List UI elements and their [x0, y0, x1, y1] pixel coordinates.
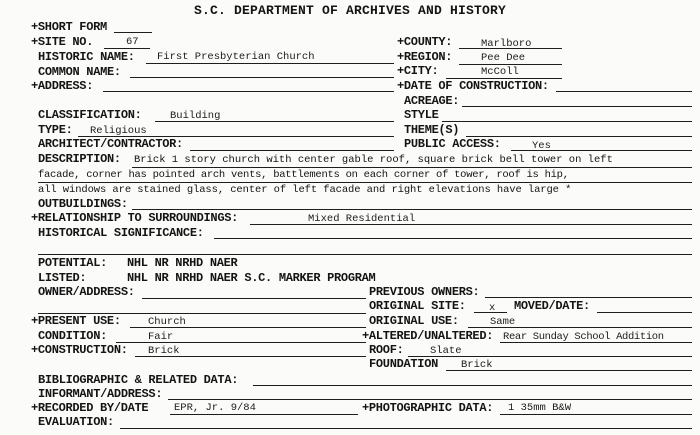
architect-line — [190, 150, 394, 151]
informant-label: INFORMANT/ADDRESS: — [38, 387, 163, 401]
region-line — [459, 64, 562, 65]
historic-name-line — [146, 63, 394, 64]
description-rule-2 — [38, 182, 692, 183]
relationship-label: +RELATIONSHIP TO SURROUNDINGS: — [31, 211, 239, 225]
region-label: +REGION: — [397, 50, 453, 64]
relationship-value[interactable]: Mixed Residential — [308, 213, 416, 225]
construction-line — [135, 356, 366, 357]
county-label: +COUNTY: — [397, 35, 453, 49]
photographic-line — [500, 414, 692, 415]
foundation-line — [446, 370, 692, 371]
original-site-value[interactable]: x — [489, 302, 496, 314]
significance-continuation-line — [38, 254, 692, 255]
moved-date-line — [597, 312, 692, 313]
themes-label: THEME(S) — [404, 123, 460, 137]
roof-line — [408, 356, 692, 357]
potential-label: POTENTIAL: — [38, 256, 108, 270]
form-title: S.C. DEPARTMENT OF ARCHIVES AND HISTORY — [193, 3, 507, 18]
region-value[interactable]: Pee Dee — [481, 52, 526, 64]
historical-significance-line — [214, 238, 692, 239]
roof-value[interactable]: Slate — [430, 345, 462, 357]
potential-categories: NHL NR NRHD NAER — [127, 256, 238, 270]
present-use-label: +PRESENT USE: — [31, 314, 121, 328]
common-name-line — [130, 77, 394, 78]
description-label: DESCRIPTION: — [38, 152, 121, 166]
short-form-line — [114, 32, 152, 33]
condition-line — [116, 342, 366, 343]
type-label: TYPE: — [38, 123, 73, 137]
roof-label: ROOF: — [369, 343, 404, 357]
recorded-by-label: +RECORDED BY/DATE — [31, 401, 149, 415]
evaluation-label: EVALUATION: — [38, 415, 114, 429]
previous-owners-label: PREVIOUS OWNERS: — [369, 285, 480, 299]
historic-name-label: HISTORIC NAME: — [38, 50, 135, 64]
photographic-value[interactable]: 1 35mm B&W — [508, 402, 572, 414]
owner-address-label: OWNER/ADDRESS: — [38, 285, 135, 299]
style-line — [442, 121, 692, 122]
city-value[interactable]: McColl — [481, 66, 519, 78]
altered-value[interactable]: Rear Sunday School Addition — [503, 331, 664, 343]
site-no-value[interactable]: 67 — [126, 36, 139, 48]
altered-line — [500, 342, 692, 343]
historical-significance-label: HISTORICAL SIGNIFICANCE: — [38, 226, 204, 240]
short-form-label: +SHORT FORM — [31, 20, 107, 34]
classification-line — [155, 121, 394, 122]
relationship-line — [250, 224, 692, 225]
altered-label: +ALTERED/UNALTERED: — [362, 329, 494, 343]
construction-value[interactable]: Brick — [148, 345, 180, 357]
style-label: STYLE — [404, 108, 439, 122]
condition-value[interactable]: Fair — [148, 331, 174, 343]
condition-label: CONDITION: — [38, 329, 108, 343]
historic-name-value[interactable]: First Presbyterian Church — [157, 51, 315, 63]
construction-label: +CONSTRUCTION: — [31, 343, 128, 357]
foundation-label: FOUNDATION — [369, 357, 439, 371]
informant-line — [168, 399, 692, 400]
public-access-label: PUBLIC ACCESS: — [404, 137, 501, 151]
address-line — [103, 91, 394, 92]
recorded-by-line — [170, 414, 358, 415]
original-site-line — [474, 312, 507, 313]
description-line-1[interactable]: Brick 1 story church with center gable roof, square brick bell tower on left — [134, 154, 613, 166]
site-no-line — [104, 48, 150, 49]
previous-owners-line — [485, 297, 692, 298]
present-use-line — [130, 327, 366, 328]
description-line-2[interactable]: facade, corner has pointed arch vents, battlements on each corner of tower, roof is hip, — [38, 169, 569, 181]
county-value[interactable]: Marlboro — [481, 38, 532, 50]
address-label: +ADDRESS: — [31, 79, 94, 93]
date-construction-line — [556, 91, 692, 92]
original-use-value[interactable]: Same — [490, 316, 516, 328]
photographic-label: +PHOTOGRAPHIC DATA: — [362, 401, 494, 415]
bibliographic-line — [253, 385, 692, 386]
foundation-value[interactable]: Brick — [461, 359, 493, 371]
common-name-label: COMMON NAME: — [38, 65, 121, 79]
public-access-line — [511, 150, 692, 151]
classification-value[interactable]: Building — [170, 110, 221, 122]
recorded-by-value[interactable]: EPR, Jr. 9/84 — [174, 402, 256, 414]
classification-label: CLASSIFICATION: — [38, 108, 142, 122]
acreage-line — [462, 106, 692, 107]
date-construction-label: +DATE OF CONSTRUCTION: — [397, 79, 549, 93]
outbuildings-label: OUTBUILDINGS: — [38, 197, 128, 211]
architect-label: ARCHITECT/CONTRACTOR: — [38, 137, 183, 151]
city-label: +CITY: — [397, 64, 439, 78]
description-rule-1 — [132, 167, 692, 168]
site-no-label: +SITE NO. — [31, 35, 94, 49]
listed-categories: NHL NR NRHD NAER S.C. MARKER PROGRAM — [127, 271, 376, 285]
evaluation-line — [120, 428, 692, 429]
owner-address-line — [142, 298, 366, 299]
bibliographic-label: BIBLIOGRAPHIC & RELATED DATA: — [38, 373, 239, 387]
description-line-3[interactable]: all windows are stained glass, center of left facade and right elevations have large * — [38, 184, 572, 196]
acreage-label: ACREAGE: — [404, 94, 460, 108]
present-use-value[interactable]: Church — [148, 316, 186, 328]
listed-label: LISTED: — [38, 271, 87, 285]
original-use-line — [468, 327, 692, 328]
type-value[interactable]: Religious — [90, 125, 147, 137]
outbuildings-line — [132, 209, 692, 210]
original-use-label: ORIGINAL USE: — [369, 314, 459, 328]
moved-date-label: MOVED/DATE: — [514, 299, 590, 313]
public-access-value[interactable]: Yes — [532, 140, 551, 152]
original-site-label: ORIGINAL SITE: — [369, 299, 466, 313]
county-line — [459, 48, 562, 49]
